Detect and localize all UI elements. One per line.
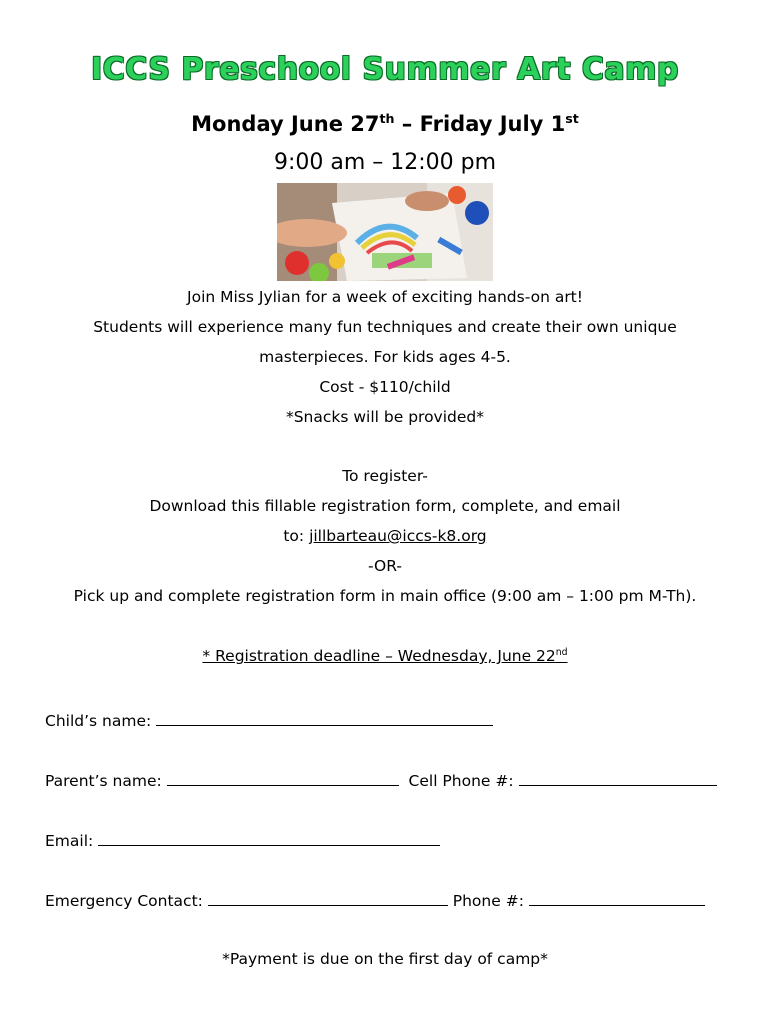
pickup-text: Pick up and complete registration form in main office (9:00 am – 1:00 pm M-Th). — [73, 587, 697, 605]
register-email-line: to: jillbarteau@iccs-k8.org — [283, 527, 487, 545]
child-name-field[interactable] — [156, 711, 493, 726]
emergency-contact-field[interactable] — [208, 891, 448, 906]
email-label: Email: — [45, 832, 94, 850]
emergency-contact-label: Emergency Contact: — [45, 892, 203, 910]
cost-text: Cost - $110/child — [319, 378, 451, 396]
snacks-text: *Snacks will be provided* — [285, 408, 485, 426]
child-name-row — [45, 711, 493, 730]
email-link[interactable]: jillbarteau@iccs-k8.org — [309, 527, 487, 545]
child-name-label: Child’s name: — [45, 712, 152, 730]
cell-phone-field[interactable] — [519, 771, 717, 786]
phone-label: Phone #: — [452, 892, 524, 910]
camp-dates: Monday June 27th – Friday July 1st — [191, 111, 579, 136]
cell-phone-label: Cell Phone #: — [408, 772, 514, 790]
register-instructions: Download this fillable registration form, complete, and email — [149, 497, 621, 515]
payment-note: *Payment is due on the first day of camp* — [222, 950, 548, 968]
parent-name-label: Parent’s name: — [45, 772, 162, 790]
parent-name-field[interactable] — [167, 771, 399, 786]
phone-field[interactable] — [529, 891, 705, 906]
camp-times: 9:00 am – 12:00 pm — [273, 150, 497, 175]
description-line-1: Join Miss Jylian for a week of exciting hands-on art! — [187, 288, 583, 306]
email-field[interactable] — [98, 831, 440, 846]
description-line-3: masterpieces. For kids ages 4-5. — [259, 348, 511, 366]
registration-deadline: * Registration deadline – Wednesday, June 22nd — [202, 646, 568, 665]
emergency-row — [45, 891, 705, 910]
kids-painting-photo — [277, 183, 493, 281]
email-row — [45, 831, 440, 850]
parent-row — [45, 771, 717, 790]
or-divider: -OR- — [368, 557, 402, 575]
register-heading: To register- — [342, 467, 428, 485]
description-line-2: Students will experience many fun techniques and create their own unique — [93, 318, 677, 336]
page-title: ICCS Preschool Summer Art Camp — [91, 52, 679, 87]
